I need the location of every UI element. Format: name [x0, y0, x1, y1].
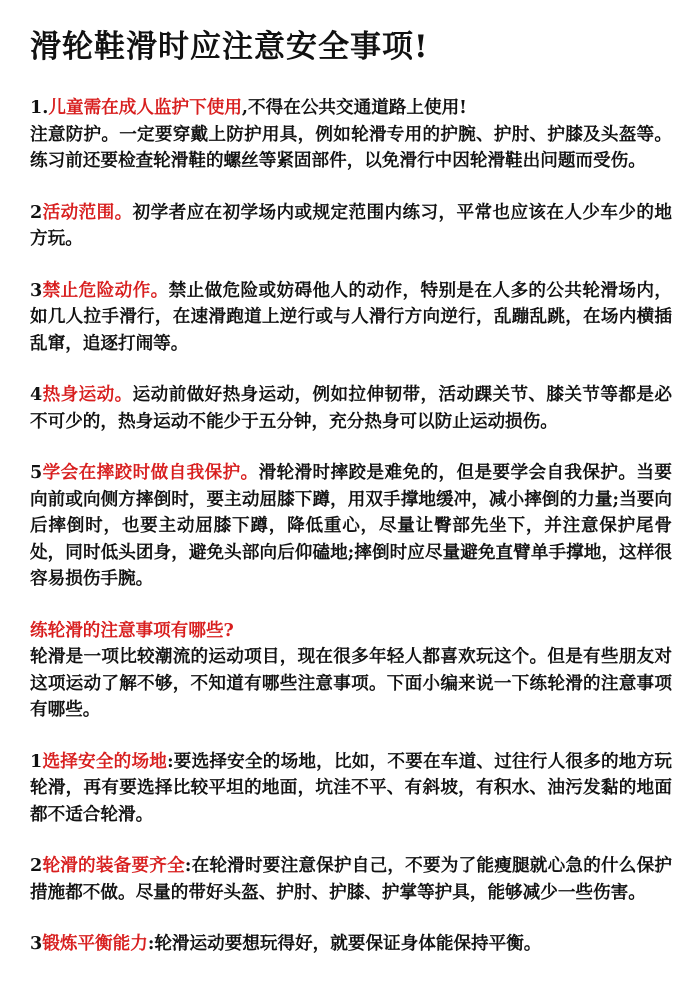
item-heading: 活动范围。: [42, 201, 133, 223]
safety-item-4: [30, 382, 672, 435]
item-body: :在轮滑时要注意保护自己，不要为了能瘦腿就心急的什么保护措施都不做。尽量的带好头盔、护肘、护膝、护掌等护具，能够减少一些伤害。: [30, 855, 672, 903]
item-heading: 选择安全的场地: [42, 750, 168, 772]
item-heading: 学会在摔跤时做自我保护。: [42, 462, 259, 483]
item-body: 滑轮滑时摔跤是难免的，但是要学会自我保护。当要向前或向侧方摔倒时，要主动屈膝下蹲，用双手撑地缓冲，减小摔倒的力量;当要向后摔倒时，也要主动屈膝下蹲，降低重心，尽量让臀部先坐下，并注意保护尾骨处，同时低头团身，避免头部向后仰磕地;摔倒时应尽量避免直臂单手撑地，这样很容易损伤手腕。: [30, 462, 672, 589]
item-heading: 儿童需在成人监护下使用: [48, 97, 242, 118]
tip-item-3: [30, 931, 672, 958]
item-heading: 禁止危险动作。: [42, 279, 169, 301]
item-body: :要选择安全的场地，比如，不要在车道、过往行人很多的地方玩轮滑，再有要选择比较平坦的地面，坑洼不平、有斜坡，有积水、油污发黏的地面都不适合轮滑。: [30, 750, 672, 825]
item-body: 运动前做好热身运动，例如拉伸韧带，活动踝关节、膝关节等都是必不可少的，热身运动不能少于五分钟，充分热身可以防止运动损伤。: [30, 384, 672, 432]
item-number: 4: [30, 384, 43, 405]
item-heading: 轮滑的装备要齐全: [42, 855, 185, 876]
item-body: :轮滑运动要想玩得好，就要保证身体能保持平衡。: [147, 933, 542, 954]
safety-item-2: [30, 200, 672, 253]
item-heading-tail: ,不得在公共交通道路上使用!: [241, 97, 467, 118]
tip-item-1: [30, 749, 672, 829]
safety-item-5: [30, 460, 672, 593]
item-number: 2: [30, 855, 43, 876]
page-title: 滑轮鞋滑时应注意安全事项!: [30, 29, 429, 65]
tip-item-2: [30, 853, 672, 906]
item-number: 5: [30, 462, 43, 483]
safety-item-3: [30, 278, 672, 358]
item-number: 3: [30, 279, 43, 301]
section-heading: 练轮滑的注意事项有哪些?: [30, 619, 234, 641]
item-body: 初学者应在初学场内或规定范围内练习，平常也应该在人少车少的地方玩。: [30, 201, 672, 249]
item-heading: 锻炼平衡能力: [42, 933, 148, 954]
item-number: 1.: [30, 97, 49, 118]
item-number: 2: [30, 201, 43, 223]
safety-item-1: [30, 95, 672, 175]
item-number: 1: [30, 750, 43, 772]
item-heading: 热身运动。: [42, 384, 133, 405]
section-intro: 轮滑是一项比较潮流的运动项目，现在很多年轻人都喜欢玩这个。但是有些朋友对这项运动了解不够，不知道有哪些注意事项。下面小编来说一下练轮滑的注意事项有哪些。: [30, 646, 672, 720]
item-body: 禁止做危险或妨碍他人的动作，特别是在人多的公共轮滑场内，如几人拉手滑行，在速滑跑道上逆行或与人滑行方向逆行，乱蹦乱跳，在场内横插乱窜，追逐打闹等。: [30, 279, 672, 354]
item-body: 注意防护。一定要穿戴上防护用具，例如轮滑专用的护腕、护肘、护膝及头盔等。练习前还要检查轮滑鞋的螺丝等紧固部件，以免滑行中因轮滑鞋出问题而受伤。: [30, 123, 672, 171]
item-number: 3: [30, 933, 43, 954]
